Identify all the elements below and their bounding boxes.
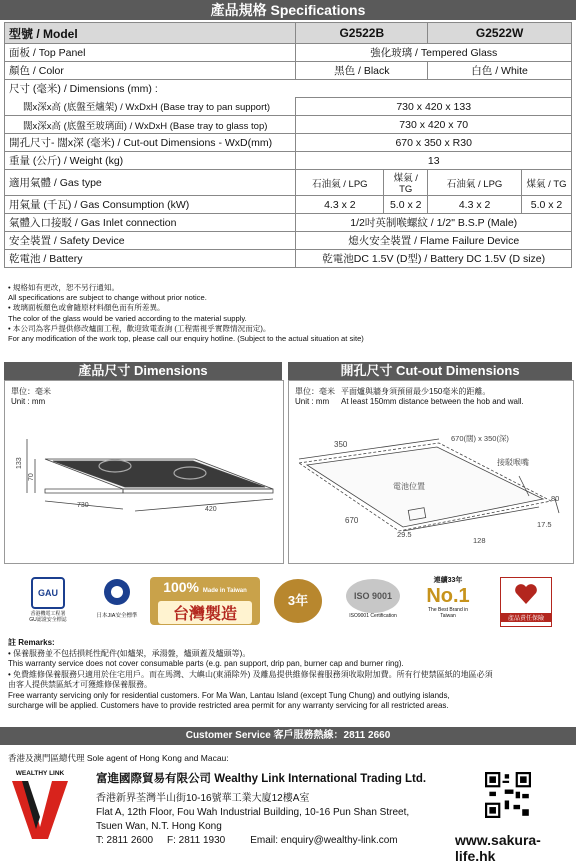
email-link[interactable]: Email: enquiry@wealthy-link.com <box>250 835 398 846</box>
cutout-drawing <box>289 381 573 563</box>
dimensions-panel <box>4 380 284 564</box>
logo-text: WEALTHY LINK <box>15 770 65 777</box>
spec-row-gas-type <box>5 170 572 196</box>
remark-line: surcharge will be applied. Customers have to provide restricted area permit for any warranty servicing for all restricted areas. <box>8 701 449 710</box>
note-line: For any modification of the work top, please call our enquiry hotline. (Subject to the actual situation at site) <box>8 334 364 344</box>
spec-row-top-panel <box>5 44 572 62</box>
remarks-title: 註 Remarks: <box>8 638 55 647</box>
spec-value: 730 x 420 x 133 <box>296 98 572 116</box>
iso-caption: ISO9001 Certification <box>349 613 397 619</box>
three-year-warranty-badge: 3年 <box>274 579 322 623</box>
spec-row-dims-pan <box>5 98 572 116</box>
dim-29-5: 29.5 <box>397 530 412 539</box>
spec-row-weight <box>5 152 572 170</box>
spec-value: 熄火安全裝置 / Flame Failure Device <box>296 232 572 250</box>
dim-730: 730 <box>77 502 89 509</box>
dim-17-5: 17.5 <box>537 520 552 529</box>
spec-label: 用氣量 (千瓦) / Gas Consumption (kW) <box>5 196 296 214</box>
wall-note-en: At least 150mm distance between the hob and wall. <box>341 397 524 406</box>
qr-code-icon <box>485 772 531 818</box>
insurance-caption: 產品責任保險 <box>501 613 551 622</box>
note-line: • 本公司為客戶提供修改爐面工程，歡迎致電查詢 (工程需視乎實際情況而定)。 <box>8 323 271 333</box>
taiwan-made-text: 台灣製造 <box>158 601 252 624</box>
company-name: 富進國際貿易有限公司 Wealthy Link International Trading Ltd. <box>96 773 427 785</box>
remark-line: • 保養服務並不包括損耗性配件(如爐架，承湯盤，爐頭蓋及爐頭等)。 <box>8 648 251 658</box>
dim-133: 133 <box>16 457 23 469</box>
unit-cn: 單位：毫米 <box>11 387 51 396</box>
remark-line: 由客人提供禁區紙才可獲維修保養服務。 <box>8 680 152 689</box>
inlet-label: 接駁喉嘴 <box>497 458 529 467</box>
address-en-2: Tsuen Wan, N.T. Hong Kong <box>96 821 222 832</box>
unit-en: Unit : mm <box>11 397 46 406</box>
dim-420: 420 <box>205 506 217 513</box>
spec-label: 安全裝置 / Safety Device <box>5 232 296 250</box>
battery-position-label: 電池位置 <box>393 482 425 491</box>
spec-value: 強化玻璃 / Tempered Glass <box>296 44 572 62</box>
spec-label: 氣體入口接駁 / Gas Inlet connection <box>5 214 296 232</box>
no1-caption: The Best Brand in Taiwan <box>427 607 469 619</box>
spec-value: 4.3 x 2 <box>428 196 522 214</box>
agent-line: 香港及澳門區總代理 Sole agent of Hong Kong and Macau: <box>8 753 229 763</box>
spec-value: 5.0 x 2 <box>384 196 428 214</box>
remark-line: This warranty service does not cover consumable parts (e.g. pan support, drip pan, burner cap and burner ring). <box>8 659 404 668</box>
spec-value: 13 <box>296 152 572 170</box>
gau-logo <box>28 577 68 623</box>
w-logo-icon <box>8 777 72 843</box>
spec-value: 煤氣 / TG <box>384 170 428 196</box>
spec-value: 石油氣 / LPG <box>296 170 384 196</box>
remark-line: • 免費維修保養服務只適用於住宅用戶。而在馬灣、大嶼山(東涌除外) 及離島提供維修保養服務須收取附加費。所有行使禁區紙的地區必須 <box>8 669 493 679</box>
contact-line <box>96 834 426 848</box>
spec-row-consumption <box>5 196 572 214</box>
dim-350: 350 <box>334 440 348 449</box>
iso-mark: ISO 9001 <box>346 579 400 613</box>
spec-header-row <box>5 23 572 44</box>
spec-label: 闊x深x高 (底盤至玻璃面) / WxDxH (Base tray to glass top) <box>5 116 296 134</box>
gau-caption: 香港機電工程署 GU認證安全標誌 <box>29 611 67 623</box>
cutout-size-label: 670(闊) x 350(深) <box>451 434 509 443</box>
spec-row-safety <box>5 232 572 250</box>
spec-row-color <box>5 62 572 80</box>
spec-value: 5.0 x 2 <box>522 196 572 214</box>
heart-icon <box>513 581 539 607</box>
spec-label: 適用氣體 / Gas type <box>5 170 296 196</box>
spec-label: 開孔尺寸- 闊x深 (毫米) / Cut-out Dimensions - WxD(mm) <box>5 134 296 152</box>
model-label: 型號 / Model <box>5 23 296 44</box>
spec-label: 乾電池 / Battery <box>5 250 296 268</box>
note-line: • 規格如有更改，恕不另行通知。 <box>8 283 120 292</box>
spec-label: 闊x深x高 (底盤至爐架) / WxDxH (Base tray to pan support) <box>5 98 296 116</box>
spec-row-inlet <box>5 214 572 232</box>
spec-row-cutout <box>5 134 572 152</box>
model-g2522b: G2522B <box>296 23 428 44</box>
made-in-taiwan-badge <box>150 577 260 625</box>
spec-value: 煤氣 / TG <box>522 170 572 196</box>
product-insurance-logo <box>500 577 552 627</box>
spec-row-dims-glass <box>5 116 572 134</box>
spec-value: 乾電池DC 1.5V (D型) / Battery DC 1.5V (D size) <box>296 250 572 268</box>
wealthy-link-logo <box>8 770 72 848</box>
no1-brand-logo <box>420 575 476 619</box>
spec-value: 670 x 350 x R30 <box>296 134 572 152</box>
certification-logos <box>0 575 576 635</box>
spec-value: 1/2吋英制喉螺紋 / 1/2" B.S.P (Male) <box>296 214 572 232</box>
spec-value: 石油氣 / LPG <box>428 170 522 196</box>
jia-logo <box>92 577 142 619</box>
telephone: T: 2811 2600 <box>96 835 154 846</box>
cutout-panel <box>288 380 574 564</box>
note-line: All specifications are subject to change without prior notice. <box>8 293 207 303</box>
note-line: The color of the glass would be varied according to the material supply. <box>8 313 247 323</box>
specifications-banner: 產品規格 Specifications <box>0 0 576 20</box>
customer-service-bar: Customer Service 客戶服務熱線：2811 2660 <box>0 727 576 745</box>
unit-cn: 單位：毫米 <box>295 387 335 396</box>
spec-table <box>4 22 572 268</box>
spec-row-dimensions <box>5 80 572 98</box>
spec-value: 4.3 x 2 <box>296 196 384 214</box>
unit-en: Unit : mm <box>295 397 330 406</box>
dim-128: 128 <box>473 536 486 545</box>
address-cn: 香港新界荃灣半山街10-16號華工業大廈12樓A室 <box>96 793 310 804</box>
spec-notes <box>8 283 568 344</box>
hob-drawing <box>5 381 283 563</box>
no1-mark: No.1 <box>426 585 470 607</box>
spec-value: 白色 / White <box>428 62 572 80</box>
address-en-1: Flat A, 12th Floor, Fou Wah Industrial Building, 10-16 Pun Shan Street, <box>96 807 410 818</box>
company-address <box>96 772 426 848</box>
spec-value: 730 x 420 x 70 <box>296 116 572 134</box>
iso-logo <box>346 579 400 619</box>
spec-row-battery <box>5 250 572 268</box>
spec-label: 面板 / Top Panel <box>5 44 296 62</box>
remarks <box>8 638 570 712</box>
model-g2522w: G2522W <box>428 23 572 44</box>
dimensions-header: 產品尺寸 Dimensions <box>4 362 282 380</box>
fax: F: 2811 1930 <box>167 835 226 846</box>
dim-70: 70 <box>28 473 35 481</box>
taiwan-percent: 100% Made in Taiwan <box>163 579 247 595</box>
website-link[interactable]: www.sakura-life.hk <box>455 832 541 864</box>
gau-mark: GAU <box>31 577 65 609</box>
cutout-header: 開孔尺寸 Cut-out Dimensions <box>288 362 572 380</box>
jia-mark-icon <box>102 577 132 607</box>
spec-label: 顏色 / Color <box>5 62 296 80</box>
dim-670: 670 <box>345 516 359 525</box>
no1-years: 連續33年 <box>433 577 463 584</box>
spec-label: 重量 (公斤) / Weight (kg) <box>5 152 296 170</box>
spec-label: 尺寸 (毫米) / Dimensions (mm) : <box>5 80 572 98</box>
wall-note-cn: 平面爐與牆身須預留最少150毫米的距離。 <box>341 387 491 396</box>
note-line: • 玻璃面板顏色或會隨原材料顏色而有所差異。 <box>8 303 165 313</box>
spec-value: 黑色 / Black <box>296 62 428 80</box>
jia-caption: 日本JIA安全標準 <box>96 613 138 619</box>
remark-line: Free warranty servicing only for residential customers. For Ma Wan, Lantau Island (except Tung Chung) and outlying islands, <box>8 690 450 700</box>
dim-80: 80 <box>551 494 560 503</box>
